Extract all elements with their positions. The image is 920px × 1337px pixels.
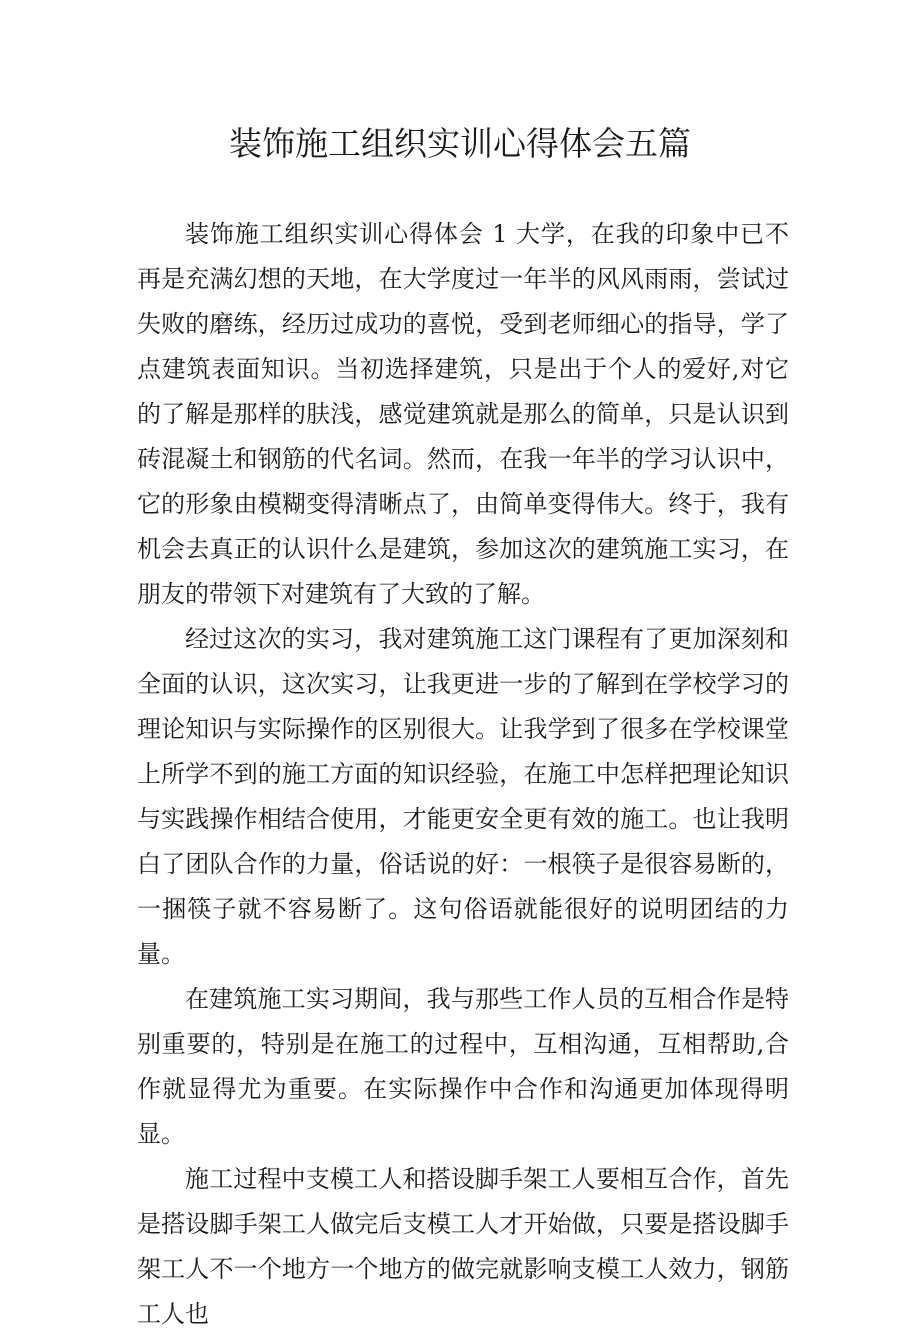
paragraph: 在建筑施工实习期间，我与那些工作人员的互相合作是特别重要的，特别是在施工的过程中，互相沟通，互相帮助,合作就显得尤为重要。在实际操作中合作和沟通更加体现得明显。 [137, 985, 789, 1148]
paragraph: 经过这次的实习，我对建筑施工这门课程有了更加深刻和全面的认识，这次实习，让我更进一步的了解到在学校学习的理论知识与实际操作的区别很大。让我学到了很多在学校课堂上所学不到的施工方面的知识经验，在施工中怎样把理论知识与实践操作相结合使用，才能更安全更有效的施工。也让我明白了团队合作的力量，俗话说的好：一根筷子是很容易断的，一捆筷子就不容易断了。这句俗语就能很好的说明团结的力量。 [137, 625, 789, 968]
paragraph: 装饰施工组织实训心得体会 1 大学，在我的印象中已不再是充满幻想的天地，在大学度过一年半的风风雨雨，尝试过失败的磨练，经历过成功的喜悦，受到老师细心的指导，学了点建筑表面知识。当初选择建筑，只是出于个人的爱好,对它的了解是那样的肤浅，感觉建筑就是那么的简单，只是认识到砖混凝土和钢筋的代名词。然而，在我一年半的学习认识中，它的形象由模糊变得清晰点了，由简单变得伟大。终于，我有机会去真正的认识什么是建筑，参加这次的建筑施工实习，在朋友的带领下对建筑有了大致的了解。 [137, 220, 789, 608]
paragraph: 施工过程中支模工人和搭设脚手架工人要相互合作，首先是搭设脚手架工人做完后支模工人才开始做，只要是搭设脚手架工人不一个地方一个地方的做完就影响支模工人效力，钢筋工人也 [137, 1165, 789, 1328]
document-body [137, 212, 789, 1337]
document-title: 装饰施工组织实训心得体会五篇 [229, 124, 691, 163]
